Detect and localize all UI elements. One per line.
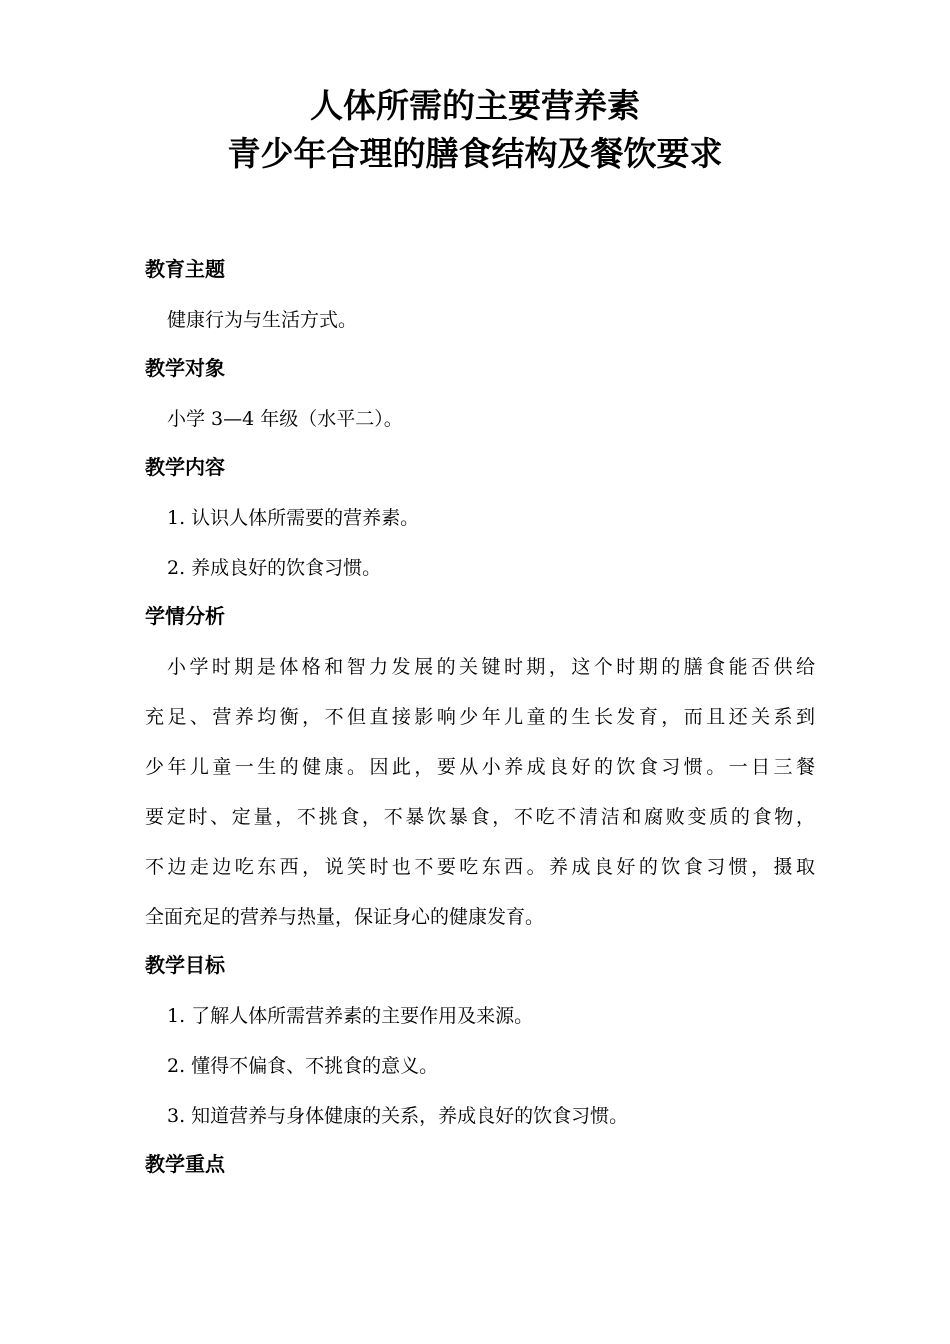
section-heading-objectives: 教学目标 [145,953,225,977]
title-line-1: 人体所需的主要营养素 [310,86,640,125]
section-heading-audience: 教学对象 [145,356,225,380]
theme-text: 健康行为与生活方式。 [167,309,358,331]
content-item-1: 1. 认识人体所需要的营养素。 [167,507,420,529]
content-item-2: 2. 养成良好的饮食习惯。 [167,557,382,579]
objective-item-3: 3. 知道营养与身体健康的关系，养成良好的饮食习惯。 [167,1105,629,1127]
section-heading-analysis: 学情分析 [145,604,225,628]
analysis-line-6: 全面充足的营养与热量，保证身心的健康发育。 [145,906,545,928]
analysis-line-5: 不边走边吃东西，说笑时也不要吃东西。养成良好的饮食习惯，摄取 [145,856,815,878]
analysis-line-2: 充足、营养均衡，不但直接影响少年儿童的生长发育，而且还关系到 [145,706,815,728]
title-line-2: 青少年合理的膳食结构及餐饮要求 [227,134,723,173]
analysis-line-3: 少年儿童一生的健康。因此，要从小养成良好的饮食习惯。一日三餐 [145,756,815,778]
objective-item-1: 1. 了解人体所需营养素的主要作用及来源。 [167,1005,534,1027]
analysis-line-1: 小学时期是体格和智力发展的关键时期，这个时期的膳食能否供给 [167,656,815,678]
section-heading-content: 教学内容 [145,455,225,479]
document-body [145,250,815,1194]
analysis-line-4: 要定时、定量，不挑食，不暴饮暴食，不吃不清洁和腐败变质的食物， [145,806,815,828]
section-heading-key-points: 教学重点 [145,1152,225,1176]
objective-item-2: 2. 懂得不偏食、不挑食的意义。 [167,1055,439,1077]
section-heading-theme: 教育主题 [145,257,225,281]
document-title [0,82,950,178]
audience-text: 小学 3—4 年级（水平二）。 [167,408,403,430]
